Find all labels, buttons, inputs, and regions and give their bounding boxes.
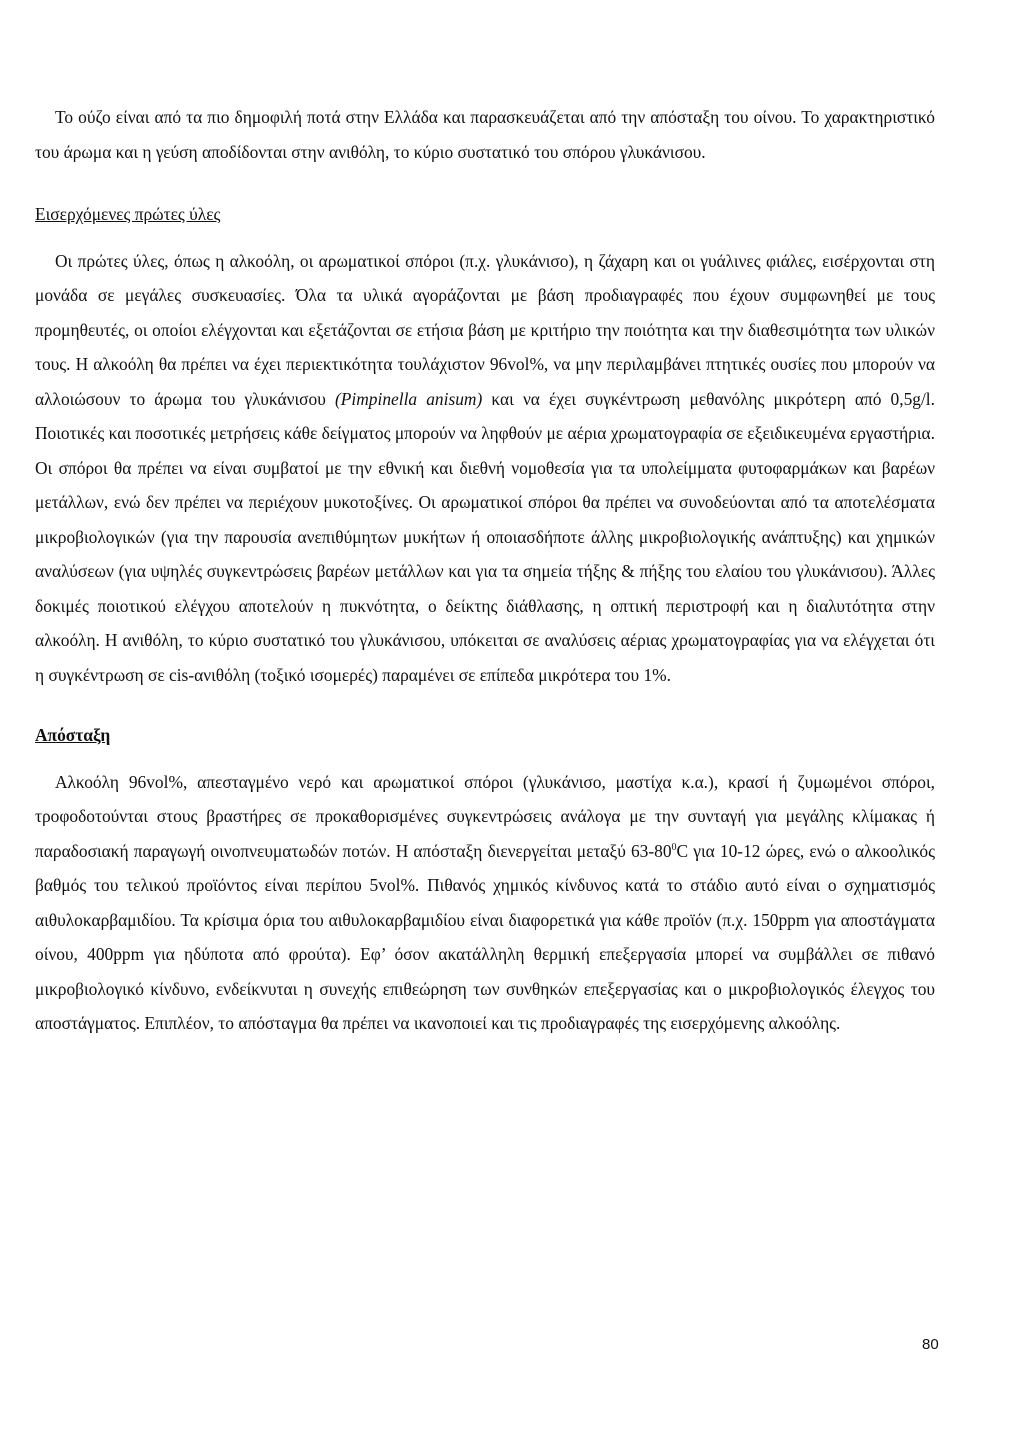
document-page bbox=[35, 100, 935, 1041]
raw-materials-text-2: και να έχει συγκέντρωση μεθανόλης μικρότερη από 0,5g/l. Ποιοτικές και ποσοτικές μετρήσεις κάθε δείγματος μπορούν να ληφθούν με αέρια χρωματογραφία σε εξειδικευμένα εργαστήρια. Οι σπόροι θα πρέπει να είναι συμβατοί με την εθνική και διεθνή νομοθεσία για τα υπολείμματα φυτοφαρμάκων και βαρέων μετάλλων, ενώ δεν πρέπει να περιέχουν μυκοτοξίνες. Οι αρωματικοί σπόροι θα πρέπει να συνοδεύονται από τα αποτελέσματα μικροβιολογικών (για την παρουσία ανεπιθύμητων μυκήτων ή οποιασδήποτε άλλης μικροβιολογικής ανάπτυξης) και χημικών αναλύσεων (για υψηλές συγκεντρώσεις βαρέων μετάλλων και για τα σημεία τήξης & πήξης του ελαίου του γλυκάνισου). Άλλες δοκιμές ποιοτικού ελέγχου αποτελούν η πυκνότητα, ο δείκτης διάθλασης, η οπτική περιστροφή και η διαλυτότητα στην αλκοόλη. Η ανιθόλη, το κύριο συστατικό του γλυκάνισου, υπόκειται σε αναλύσεις αέριας χρωματογραφίας για να ελέγχεται ότι η συγκέντρωση σε cis-ανιθόλη (τοξικό ισομερές) παραμένει σε επίπεδα μικρότερα του 1%. bbox=[35, 388, 935, 685]
distillation-text-2: C για 10-12 ώρες, ενώ ο αλκοολικός βαθμός του τελικού προϊόντος είναι περίπου 5vol%. Πιθανός χημικός κίνδυνος κατά το στάδιο αυτό είναι ο σχηματισμός αιθυλοκαρβαμιδίου. Τα κρίσιμα όρια του αιθυλοκαρβαμιδίου είναι διαφορετικά για κάθε προϊόν (π.χ. 150ppm για αποστάγματα οίνου, 400ppm για ηδύποτα από φρούτα). Εφ’ όσον ακατάλληλη θερμική επεξεργασία μπορεί να συμβάλλει σε πιθανό μικροβιολογικό κίνδυνο, ενδείκνυται η συνεχής επιθεώρηση των συνθηκών επεξεργασίας και ο μικροβιολογικός έλεγχος του αποστάγματος. Επιπλέον, το απόσταγμα θα πρέπει να ικανοποιεί και τις προδιαγραφές της εισερχόμενης αλκοόλης. bbox=[35, 840, 935, 1033]
section-heading-distillation: Απόσταξη bbox=[35, 725, 111, 745]
section-heading-raw-materials: Εισερχόμενες πρώτες ύλες bbox=[35, 204, 221, 224]
raw-materials-text-1: Οι πρώτες ύλες, όπως η αλκοόλη, οι αρωματικοί σπόροι (π.χ. γλυκάνισο), η ζάχαρη και οι γυάλινες φιάλες, εισέρχονται στη μονάδα σε μεγάλες συσκευασίες. Όλα τα υλικά αγοράζονται με βάση προδιαγραφές που έχουν συμφωνηθεί με τους προμηθευτές, οι οποίοι ελέγχονται και εξετάζονται σε ετήσια βάση με κριτήριο την ποιότητα και την διαθεσιμότητα των υλικών τους. Η αλκοόλη θα πρέπει να έχει περιεκτικότητα τουλάχιστον 96vol%, να μην περιλαμβάνει πτητικές ουσίες που μπορούν να αλλοιώσουν το άρωμα του γλυκάνισου bbox=[35, 250, 935, 409]
intro-paragraph: Το ούζο είναι από τα πιο δημοφιλή ποτά στην Ελλάδα και παρασκευάζεται από την απόσταξη του οίνου. Το χαρακτηριστικό του άρωμα και η γεύση αποδίδονται στην ανιθόλη, το κύριο συστατικό του σπόρου γλυκάνισου. bbox=[35, 107, 935, 162]
page-number: 80 bbox=[922, 1336, 939, 1353]
degree-superscript: 0 bbox=[671, 841, 677, 853]
distillation-paragraph bbox=[35, 765, 935, 1041]
species-name: (Pimpinella anisum) bbox=[335, 388, 483, 409]
raw-materials-paragraph bbox=[35, 244, 935, 693]
distillation-text-1: Αλκοόλη 96vol%, απεσταγμένο νερό και αρωματικοί σπόροι (γλυκάνισο, μαστίχα κ.α.), κρασί ή ζυμωμένοι σπόροι, τροφοδοτούνται στους βραστήρες σε προκαθορισμένες συγκεντρώσεις ανάλογα με την συνταγή για μεγάλης κλίμακας ή παραδοσιακή παραγωγή οινοπνευματωδών ποτών. Η απόσταξη διενεργείται μεταξύ 63-80 bbox=[35, 771, 935, 861]
